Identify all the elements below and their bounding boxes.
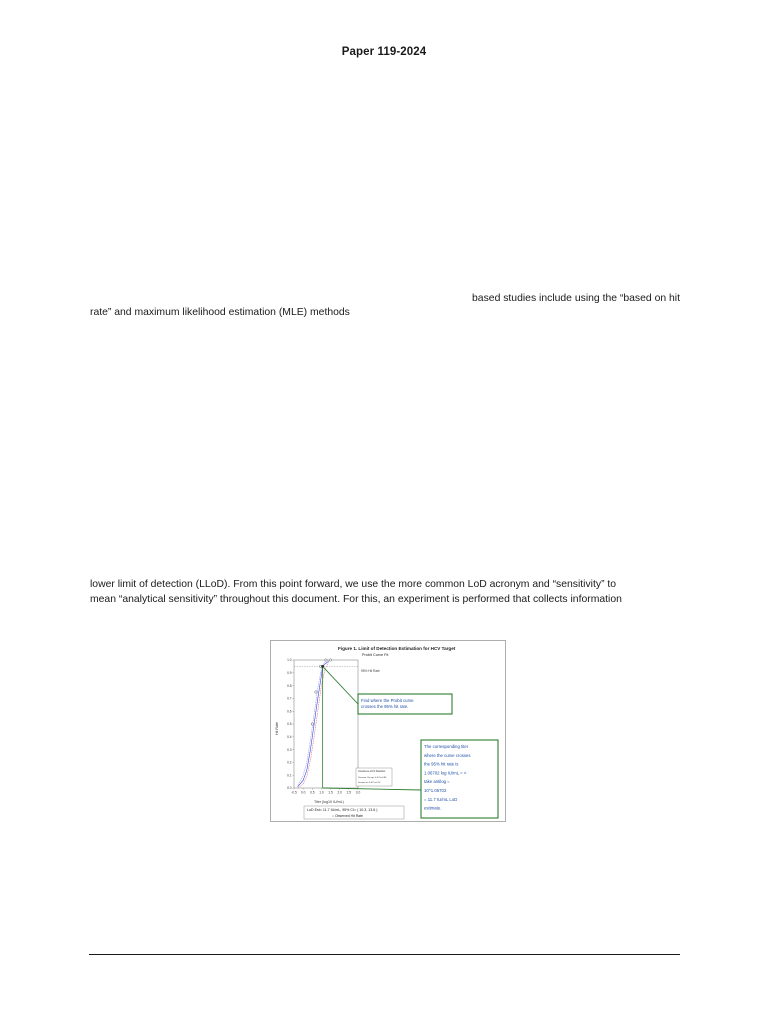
y-axis-label: Hit Rate — [275, 722, 279, 735]
callout-line: where the curve crosses — [424, 752, 471, 758]
paper-header: Paper 119-2024 — [341, 46, 427, 58]
figure-title: Figure 1. Limit of Detection Estimation for HCV Target — [338, 646, 456, 651]
callout-line: estimate. — [424, 805, 442, 811]
y-tick-label: 0.5 — [287, 722, 292, 727]
y-tick-label: 0.4 — [287, 735, 292, 739]
body-text-line: based studies include using the “based on hit — [472, 293, 680, 304]
legend-title: Goodness-of-Fit Statistics — [358, 770, 386, 773]
y-tick-label: 0.2 — [287, 760, 292, 765]
lod-estimate-text: LoD Est= 11.7 IU/mL, 95% CI= ( 10.3, 13.6 ) — [307, 808, 378, 812]
x-tick-label: 1.5 — [328, 790, 333, 795]
y-tick-label: 1.0 — [287, 658, 292, 663]
observed-point — [325, 659, 327, 661]
observed-point — [329, 659, 331, 661]
x-tick-label: 0.0 — [300, 790, 306, 795]
callout-line: 1.06702 log IU/mL = > — [424, 770, 467, 776]
y-tick-label: 0.7 — [287, 696, 292, 701]
observed-point — [315, 691, 317, 693]
callout-crossing-text — [361, 698, 414, 709]
x-tick-label: -0.5 — [291, 790, 297, 795]
callout-line: Find where the Probit curve — [361, 698, 414, 703]
lod-probit-chart — [270, 640, 506, 822]
x-tick-label: 1.0 — [319, 790, 324, 795]
callout-line: The corresponding titer — [424, 744, 469, 749]
legend-line: Deviance= 0.6 Pr=0.74 — [358, 782, 381, 784]
body-text-line: mean “analytical sensitivity” throughout this document. For this, an experiment is performed that collects information — [90, 594, 622, 605]
footer-rule — [89, 954, 680, 955]
x-tick-label: 2.5 — [346, 790, 352, 795]
x-axis-label: Titer (log10 IU/mL) — [314, 800, 344, 804]
observed-point — [311, 723, 313, 725]
figure-subtitle: Probit Curve Fit — [362, 653, 389, 657]
body-text-line: lower limit of detection (LLoD). From this point forward, we use the more common LoD acronym and “sensitivity” to — [90, 579, 617, 590]
legend-line: Pearson Chi-sq= 0.4 Pr=0.84 — [358, 777, 387, 779]
y-tick-label: 0.8 — [287, 683, 292, 688]
callout-line: = 11.7 IU/mL LoD — [424, 796, 458, 802]
x-tick-label: 3.0 — [355, 790, 361, 795]
callout-line: take antilog = — [424, 779, 450, 785]
callout-line: crosses the 95% hit rate. — [361, 704, 409, 709]
observed-legend-text: ○ Observed Hit Rate — [332, 814, 363, 818]
y-tick-label: 0.0 — [287, 786, 292, 791]
y-tick-label: 0.1 — [287, 773, 292, 778]
callout-line: 10^1.06702 — [424, 788, 447, 793]
x-tick-label: 0.5 — [310, 790, 315, 795]
callout-line: the 95% hit rate is — [424, 761, 459, 767]
x-tick-label: 2.0 — [337, 790, 342, 795]
y-tick-label: 0.9 — [287, 671, 292, 675]
reference-label: 95% Hit Rate — [361, 669, 380, 673]
body-text-line: rate” and maximum likelihood estimation (MLE) methods — [90, 307, 350, 318]
y-tick-label: 0.3 — [287, 747, 292, 752]
figure-1 — [270, 640, 506, 822]
y-tick-label: 0.6 — [287, 709, 292, 714]
